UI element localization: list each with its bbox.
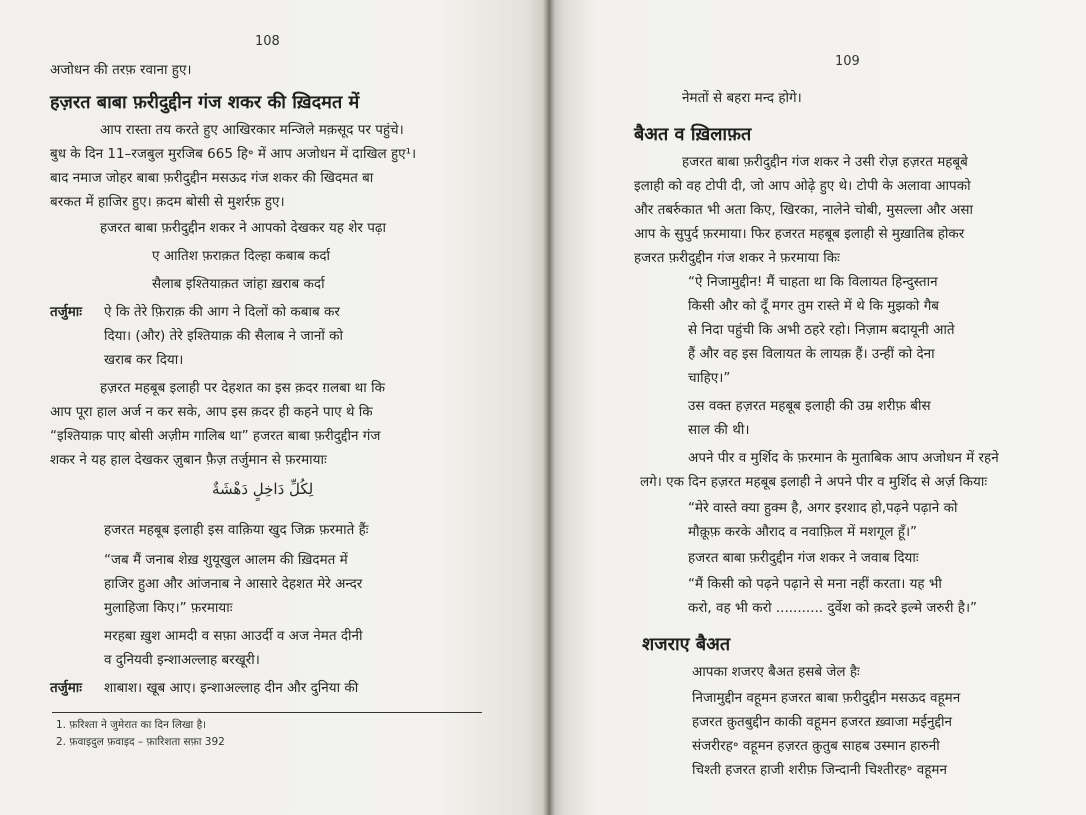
page-number-left: 108 — [255, 34, 280, 49]
right-p3: आपका शजरए बैअत हसबे जेल हैः — [692, 664, 860, 680]
left-p1-line1: आप रास्ता तय करते हुए आखिरकार मन्जिले मक़सूद पर पहुंचे। — [100, 122, 404, 138]
right-heading-1: बैअत व ख़िलाफ़त — [634, 124, 752, 145]
left-p4: हजरत महबूब इलाही इस वाक़िया खुद जिक्र फ़रमाते हैंः — [104, 522, 369, 538]
right-quote5-line1: “मैं किसी को पढ़ने पढ़ाने से मना नहीं करता। यह भी — [688, 576, 942, 592]
footnote-2: 2. फ़वाइदुल फ़वाइद – फ़ारिशता सफ़ा 392 — [56, 736, 225, 748]
left-heading: हज़रत बाबा फ़रीदुद्दीन गंज शकर की ख़िदमत में — [50, 92, 360, 113]
left-verse-line1: ए आतिश फ़राक़त दिल्हा कबाब कर्दा — [152, 248, 331, 264]
lineage-line1: निजामुद्दीन वहूमन हजरत बाबा फ़रीदुद्दीन मसऊद वहूमन — [692, 690, 961, 706]
right-quote5-line2: करो, वह भी करो ........... दुर्वेश को क़दरे इल्मे जरुरी है।” — [688, 600, 978, 616]
page-number-right: 109 — [835, 54, 860, 69]
right-quote1-line1: “ऐ निजामुद्दीन! मैं चाहता था कि विलायत हिन्दुस्तान — [688, 274, 938, 290]
right-p1-line1: हजरत बाबा फ़रीदुद्दीन गंज शकर ने उसी रोज़ हज़रत महबूबे — [682, 154, 968, 170]
left-intro: अजोधन की तरफ़ रवाना हुए। — [50, 62, 192, 78]
right-page — [548, 0, 1086, 815]
left-p3-line3: “इश्तियाक़ पाए बोसी अज़ीम गालिब था” हजरत बाबा फ़रीदुद्दीन गंज — [50, 428, 381, 444]
lineage-line3: संजरीरह॰ वहूमन हज़रत क़ुतुब साहब उस्मान हारुनी — [692, 738, 940, 754]
right-p2-line2: लगे। एक दिन हज़रत महबूब इलाही ने अपने पीर व मुर्शिद से अर्ज़ कियाः — [640, 474, 988, 490]
tarjuma-label-2: तर्जुमाः — [50, 680, 83, 696]
left-p1-line4: बरकत में हाजिर हुए। क़दम बोसी से मुशर्रफ़ हुए। — [50, 194, 285, 210]
left-tarjuma1-line3: खराब कर दिया। — [104, 352, 184, 368]
right-p2-line1: अपने पीर व मुर्शिद के फ़रमान के मुताबिक आप अजोधन में रहने — [688, 450, 999, 466]
right-p1-line5: हजरत फ़रीदुद्दीन गंज शकर ने फ़रमाया किः — [634, 250, 840, 266]
footnote-rule — [52, 712, 482, 713]
right-quote1-line3: से निदा पहुंची कि अभी ठहरे रहो। निज़ाम बदायूनी आते — [688, 322, 955, 338]
right-p1-line3: और तबर्रुकात भी अता किए, खिरका, नालेने चोबी, मुसल्ला और असा — [634, 202, 974, 218]
left-quote2-line1: मरहबा ख़ुश आमदी व सफ़ा आउर्दी व अज नेमत दीनी — [104, 628, 363, 644]
left-tarjuma2: शाबाश। खूब आए। इन्शाअल्लाह दीन और दुनिया की — [104, 680, 359, 696]
left-quote1-line2: हाजिर हुआ और आंजनाब ने आसारे देहशत मेरे अन्दर — [104, 576, 363, 592]
left-verse-line2: सैलाब इश्तियाक़त जांहा ख़राब कर्दा — [152, 276, 325, 292]
left-p3-line1: हज़रत महबूब इलाही पर देहशत का इस क़दर ग़लबा था कि — [100, 380, 385, 396]
lineage-line2: हजरत क़ुतबुद्दीन काकी वहूमन हजरत ख़्वाजा मईनुद्दीन — [692, 714, 952, 730]
right-p1-line2: इलाही को वह टोपी दी, जो आप ओढ़े हुए थे। टोपी के अलावा आपको — [634, 178, 971, 194]
right-quote2-line1: उस वक्त हज़रत महबूब इलाही की उम्र शरीफ़ बीस — [688, 398, 931, 414]
right-quote3-line1: “मेरे वास्ते क्या हुक्म है, अगर इरशाद हो,पढ़ने पढ़ाने को — [688, 500, 958, 516]
left-quote2-line2: व दुनियवी इन्शाअल्लाह बरखूरी। — [104, 652, 260, 668]
lineage-line4: चिश्ती हजरत हाजी शरीफ़ जिन्दानी चिश्तीरह॰ वहूमन — [692, 762, 947, 778]
footnote-1: 1. फ़रिश्ता ने जुमेरात का दिन लिखा है। — [56, 719, 207, 731]
right-quote3-line2: मौक़ूफ़ करके औराद व नवाफ़िल में मशगूल हूँ।” — [688, 524, 918, 540]
left-p3-line4: शकर ने यह हाल देखकर ज़ुबान फ़ैज़ तर्जुमान से फ़रमायाः — [50, 452, 327, 468]
right-quote1-line5: चाहिए।” — [688, 370, 731, 386]
right-intro: नेमतों से बहरा मन्द होगे। — [682, 90, 802, 106]
left-tarjuma1-line1: ऐ कि तेरे फ़िराक़ की आग ने दिलों को कबाब कर — [104, 304, 340, 320]
right-quote4: हजरत बाबा फ़रीदुद्दीन गंज शकर ने जवाब दियाः — [688, 550, 919, 566]
left-p3-line2: आप पूरा हाल अर्ज न कर सके, आप इस क़दर ही कहने पाए थे कि — [50, 404, 373, 420]
right-quote1-line4: हैं और वह इस विलायत के लायक़ हैं। उन्हीं को देना — [688, 346, 935, 362]
right-quote1-line2: किसी और को दूँ मगर तुम रास्ते में थे कि मुझको गैब — [688, 298, 939, 314]
right-p1-line4: आप के सुपुर्द फ़रमाया। फिर हजरत महबूब इलाही से मुख़ातिब होकर — [634, 226, 965, 242]
left-quote1-line1: “जब मैं जनाब शेख़ शुयूखुल आलम की ख़िदमत में — [104, 552, 348, 568]
book-gutter — [543, 0, 555, 815]
left-tarjuma1-line2: दिया। (और) तेरे इश्तियाक़ की सैलाब ने जानों को — [104, 328, 343, 344]
arabic-phrase: لِكُلِّ دَاخِلٍ دَهْشَةٌ — [212, 480, 314, 498]
left-p1-line2: बुध के दिन 11–रजबुल मुरजिब 665 हि॰ में आप अजोधन में दाखिल हुए¹। — [50, 146, 417, 162]
left-p2: हजरत बाबा फ़रीदुद्दीन शकर ने आपको देखकर यह शेर पढ़ा — [100, 220, 387, 236]
left-quote1-line3: मुलाहिजा किए।” फ़रमायाः — [104, 600, 233, 616]
left-p1-line3: बाद नमाज जोहर बाबा फ़रीदुद्दीन मसऊद गंज शकर की खिदमत बा — [50, 170, 374, 186]
right-quote2-line2: साल की थी। — [688, 422, 750, 438]
right-heading-2: शजराए बैअत — [642, 634, 731, 655]
tarjuma-label-1: तर्जुमाः — [50, 304, 83, 320]
